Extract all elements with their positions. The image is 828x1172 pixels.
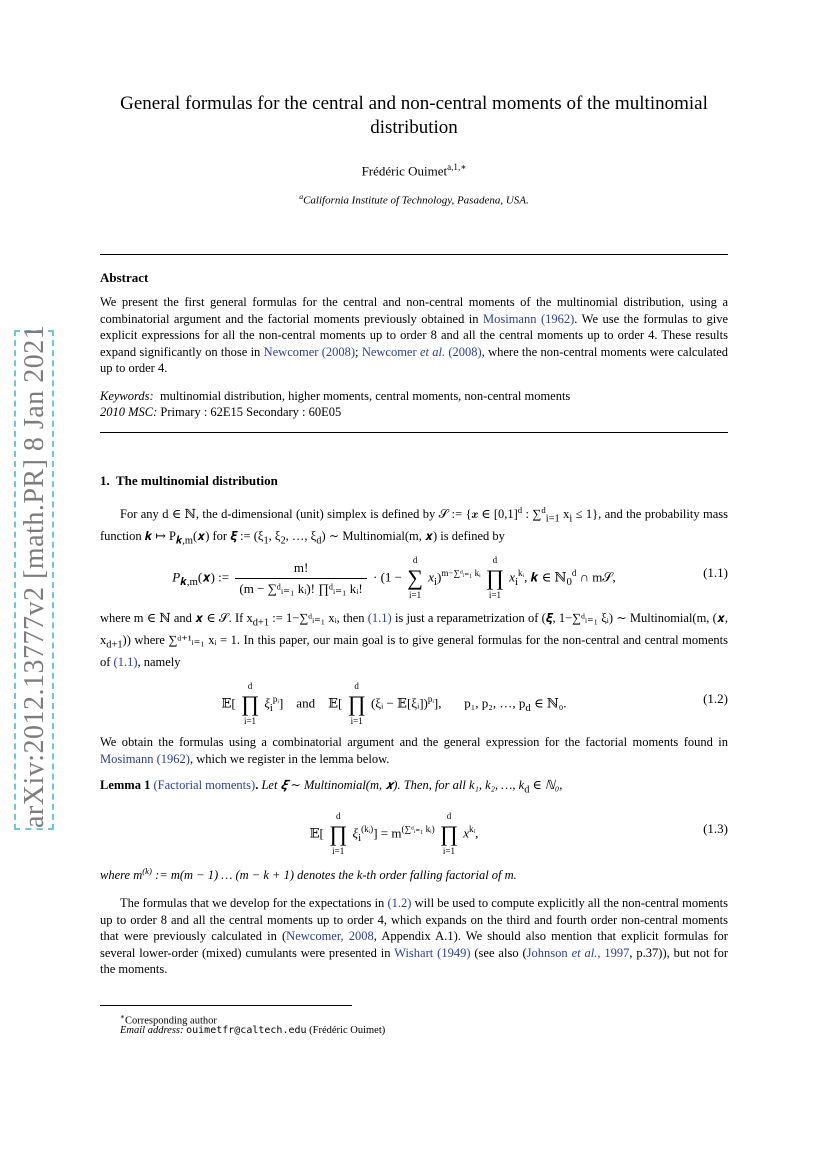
eq-text: x <box>428 569 434 585</box>
op-symbol: ∏ <box>240 691 260 717</box>
abstract-text-2: . We use the formulas to give explicit expressions for all the non-central moments up to order 8 and all the central moments up to order 4. These results expand significantly on those in <box>100 311 728 359</box>
eq-sub: i <box>269 701 273 714</box>
p2-text: )) where ∑ᵈ⁺¹ᵢ₌₁ xᵢ = 1. In this paper, our main goal is to give general formulas for the non-central and central moments of <box>100 633 728 669</box>
footnote-rule <box>100 1005 352 1006</box>
lemma-text: ∈ ℕ₀, <box>529 778 563 792</box>
equation-1-1 <box>100 550 728 601</box>
paragraph-4 <box>100 895 728 978</box>
note-text: where m <box>100 868 143 883</box>
ref-newcomer-link[interactable] <box>264 345 355 359</box>
ref-year: (1962) <box>540 311 575 326</box>
abstract-text-3: ; <box>355 344 362 359</box>
eq-sub: i <box>515 575 519 588</box>
p1-sub: i <box>569 513 573 525</box>
ref-mosimann-link[interactable] <box>100 752 190 766</box>
p4-text: will be used to compute explicitly all the non-central moments up to order 8 and all the central moments up to order 4, which expands on the third and fourth order non-central moments that were previously calculated in ( <box>100 896 728 943</box>
eq-ref-link[interactable]: (1.2) <box>387 896 412 910</box>
ref-name: Johnson <box>526 945 572 960</box>
affiliation-mark: a <box>299 192 304 201</box>
eq-text: 𝔼[ <box>328 695 343 711</box>
footnote-email <box>120 1024 385 1038</box>
eq-ref-link[interactable]: (1.1) <box>113 655 138 669</box>
author-name: Frédéric Ouimet <box>361 163 448 179</box>
op-symbol: ∏ <box>329 821 348 847</box>
eq-sub: 0 <box>566 575 572 588</box>
paragraph-1 <box>100 502 728 550</box>
eq-sub: i <box>433 575 437 588</box>
p2-sub: d+1 <box>106 639 123 651</box>
op-lower: i=1 <box>243 716 257 727</box>
keywords-label: Keywords: <box>100 389 154 403</box>
ref-year: (1949) <box>437 945 471 960</box>
product-operator <box>329 811 347 857</box>
abstract-heading: Abstract <box>100 270 149 285</box>
p1-sub: i=1 <box>545 513 560 525</box>
op-lower: i=1 <box>332 846 345 857</box>
product-operator <box>440 811 458 857</box>
eq-text: ] <box>373 825 378 841</box>
p1-text: , …, ξ <box>285 529 317 544</box>
op-upper: d <box>446 811 452 822</box>
ref-etal: et al. <box>571 945 598 960</box>
ref-name: Newcomer <box>263 344 319 359</box>
top-rule <box>100 254 728 255</box>
p3-text: We obtain the formulas using a combinatorial argument and the general expression for the factorial moments found in <box>100 735 728 749</box>
ref-name: Mosimann <box>483 311 537 326</box>
eq-sup: m−∑ᵈᵢ₌₁ kᵢ <box>441 568 481 578</box>
p1-sup: d <box>517 505 523 515</box>
op-lower: i=1 <box>350 716 363 727</box>
eq-text: ) <box>436 569 442 585</box>
p1-text: (𝒙) for 𝝃 := (ξ <box>193 529 264 544</box>
eq-ref-link[interactable]: (1.1) <box>367 611 392 625</box>
eq-text: ], <box>433 695 442 711</box>
p4-text: , p.37)), but not for the moments. <box>100 945 729 976</box>
op-upper: d <box>335 811 341 822</box>
p4-text: , Appendix A.1). We should also mention that explicit formulas for several lower-order (mixed) cumulants were presented in <box>100 929 728 960</box>
p1-text: x <box>559 507 570 522</box>
equation-number: (1.3) <box>703 821 728 836</box>
eq-text: x <box>463 825 470 841</box>
p1-sub: 1 <box>263 535 269 547</box>
op-lower: i=1 <box>409 590 422 601</box>
ref-year: , 1997 <box>597 945 630 960</box>
eq-text: ξ <box>264 695 270 711</box>
abstract-text-4: , where the non-central moments were calculated up to order 4. <box>100 344 729 375</box>
op-upper: d <box>247 681 253 692</box>
eq-text: ∩ m𝒮, <box>576 569 616 585</box>
p1-sub: 𝒌,m <box>176 535 193 547</box>
eq-sup: (∑ᵈᵢ₌₁ kᵢ) <box>401 824 435 834</box>
keywords-line <box>100 388 728 404</box>
equation-number: (1.1) <box>703 565 728 580</box>
abstract-text-1: We present the first general formulas for the central and non-central moments of the multinomial distribution, using a combinatorial argument and the factorial moments previously obtained in <box>100 295 728 326</box>
eq-sub: i <box>358 831 362 844</box>
p4-text: (see also ( <box>470 945 527 960</box>
ref-year: (1962) <box>156 751 190 766</box>
p1-text: For any d ∈ ℕ, the d-dimensional (unit) simplex is defined by 𝒮 := {𝒙 ∈ [0,1] <box>120 507 518 522</box>
eq-sup: d <box>571 568 577 578</box>
eq-text: 𝔼[ <box>221 695 236 711</box>
p2-text: := 1−∑ᵈᵢ₌₁ xᵢ, then <box>269 611 368 625</box>
section-title: The multinomial distribution <box>116 473 278 488</box>
note-sup: (k) <box>142 866 152 876</box>
abstract-bottom-rule <box>100 432 728 433</box>
op-upper: d <box>354 681 359 692</box>
equation-1-2 <box>100 676 728 727</box>
equation-number: (1.2) <box>703 691 728 706</box>
falling-factorial-note <box>100 866 517 883</box>
op-symbol: ∏ <box>347 691 366 717</box>
eq-text: , <box>475 825 479 841</box>
email-address-link[interactable]: ouimetfr@caltech.edu <box>186 1025 307 1036</box>
ref-newcomer-etal-link[interactable] <box>362 345 482 359</box>
p1-sub: d <box>316 535 322 547</box>
ref-name: Wishart <box>394 945 434 960</box>
product-operator <box>241 681 259 727</box>
author-marks: a,1,∗ <box>447 162 467 172</box>
lemma-text: Let 𝝃 ∼ Multinomial(m, 𝒙). Then, for all k₁, k₂, …, k <box>261 778 525 792</box>
eq-text: , 𝒌 ∈ ℕ <box>524 569 567 585</box>
lemma-label: Lemma 1 <box>100 778 151 792</box>
eq-text: · (1 − <box>373 569 402 585</box>
section-heading <box>100 473 278 489</box>
author-line <box>100 162 728 179</box>
eq-text: x <box>509 569 516 585</box>
paper-title: General formulas for the central and non-central moments of the multinomial distribution <box>120 93 708 138</box>
section-number: 1. <box>100 473 110 488</box>
p1-text: : ∑ <box>522 507 542 522</box>
lemma-ref-link[interactable]: (Factorial moments) <box>153 778 256 792</box>
op-lower: i=1 <box>442 846 455 857</box>
msc-label: 2010 MSC: <box>100 405 158 419</box>
eq-text: ] <box>278 695 284 711</box>
p1-text: ) ∼ Multinomial(m, 𝒙) is defined by <box>321 529 505 544</box>
eq-text: p₁, p₂, …, p <box>444 695 526 711</box>
ref-newcomer-link[interactable]: Newcomer, 2008 <box>286 929 374 943</box>
ref-name: Newcomer <box>361 344 420 359</box>
eq-text: ξ <box>352 825 359 841</box>
affiliation <box>100 192 728 207</box>
eq-text: P <box>172 569 181 585</box>
ref-wishart-link[interactable] <box>394 946 470 960</box>
affiliation-text: California Institute of Technology, Pasadena, USA. <box>303 194 529 207</box>
eq-text: and <box>286 695 325 711</box>
msc-line <box>100 404 728 420</box>
product-operator <box>348 681 366 727</box>
email-label: Email address: <box>120 1025 187 1036</box>
ref-year: (2008) <box>321 344 356 359</box>
p2-sub: d+1 <box>252 617 270 629</box>
footnote-text: Corresponding author <box>125 1015 217 1027</box>
footnote-mark: ∗ <box>120 1012 125 1021</box>
paragraph-3 <box>100 734 728 767</box>
eq-sup: (kᵢ) <box>361 824 374 834</box>
eq-sub: 𝒌,m <box>180 575 198 588</box>
eq-text: (ξᵢ − 𝔼[ξᵢ]) <box>370 695 428 711</box>
sum-operator <box>407 555 423 601</box>
equation-1-3 <box>100 806 728 857</box>
lemma-sub: d <box>524 784 530 796</box>
note-text: := m(m − 1) … (m − k + 1) denotes the k-th order falling factorial of m. <box>151 868 517 883</box>
paragraph-2 <box>100 610 728 671</box>
p1-text: , ξ <box>268 529 281 544</box>
eq-text: (𝒙) := <box>197 569 230 585</box>
p1-sub: 2 <box>280 535 286 547</box>
msc-text: Primary : 62E15 Secondary : 60E05 <box>160 405 342 419</box>
fraction-numerator: m! <box>235 560 366 579</box>
eq-fraction <box>235 560 366 597</box>
keywords-text: multinomial distribution, higher moments, central moments, non-central moments <box>159 389 571 403</box>
lemma-1-statement: Lemma 1 (Factorial moments). Let 𝝃 ∼ Multinomial(m, 𝒙). Then, for all k₁, k₂, …, $k_d$ ∈ ℕ₀, <box>100 778 563 796</box>
p1-sup: d <box>541 505 546 515</box>
email-tail: (Frédéric Ouimet) <box>306 1025 386 1036</box>
fraction-denominator: (m − ∑ᵈᵢ₌₁ kᵢ)! ∏ᵈᵢ₌₁ kᵢ! <box>239 580 363 596</box>
eq-text: 𝔼[ <box>309 825 324 841</box>
op-lower: i=1 <box>488 590 501 601</box>
op-symbol: ∏ <box>485 565 504 591</box>
arxiv-stamp-text: arXiv:2012.13777v2 [math.PR] 8 Jan 2021 <box>14 330 54 830</box>
arxiv-stamp <box>14 324 54 830</box>
abstract-body <box>100 294 728 377</box>
op-symbol: ∑ <box>407 565 423 591</box>
p2-text: is just a reparametrization of (𝝃, 1−∑ᵈᵢ₌₁ ξᵢ) ∼ Multinomial(m, (𝒙, x <box>100 611 728 647</box>
ref-mosimann-link[interactable] <box>483 312 574 326</box>
eq-sup: pᵢ <box>272 694 279 704</box>
ref-johnson-link[interactable] <box>527 946 630 960</box>
eq-sub: d <box>525 701 531 714</box>
ref-name: Mosimann <box>100 751 154 766</box>
op-symbol: ∏ <box>439 821 459 847</box>
p3-text: , which we register in the lemma below. <box>189 751 390 766</box>
ref-year: (2008) <box>445 344 482 359</box>
eq-sup: kᵢ <box>518 568 525 578</box>
product-operator <box>486 555 504 601</box>
op-upper: d <box>412 555 418 566</box>
p2-text: where m ∈ ℕ and 𝒙 ∈ 𝒮. If x <box>100 611 253 625</box>
eq-text: ∈ ℕ₀. <box>530 695 567 711</box>
eq-sup: pᵢ <box>427 694 434 704</box>
eq-text: = m <box>377 825 402 841</box>
p1-text: ≤ 1}, and the probability mass function 𝒌 ↦ P <box>100 507 728 544</box>
ref-etal: et al. <box>419 344 446 359</box>
op-upper: d <box>492 555 498 566</box>
p2-text: , namely <box>137 655 181 669</box>
eq-sup: kᵢ <box>469 824 476 834</box>
p4-text: The formulas that we develop for the expectations in <box>120 896 388 910</box>
